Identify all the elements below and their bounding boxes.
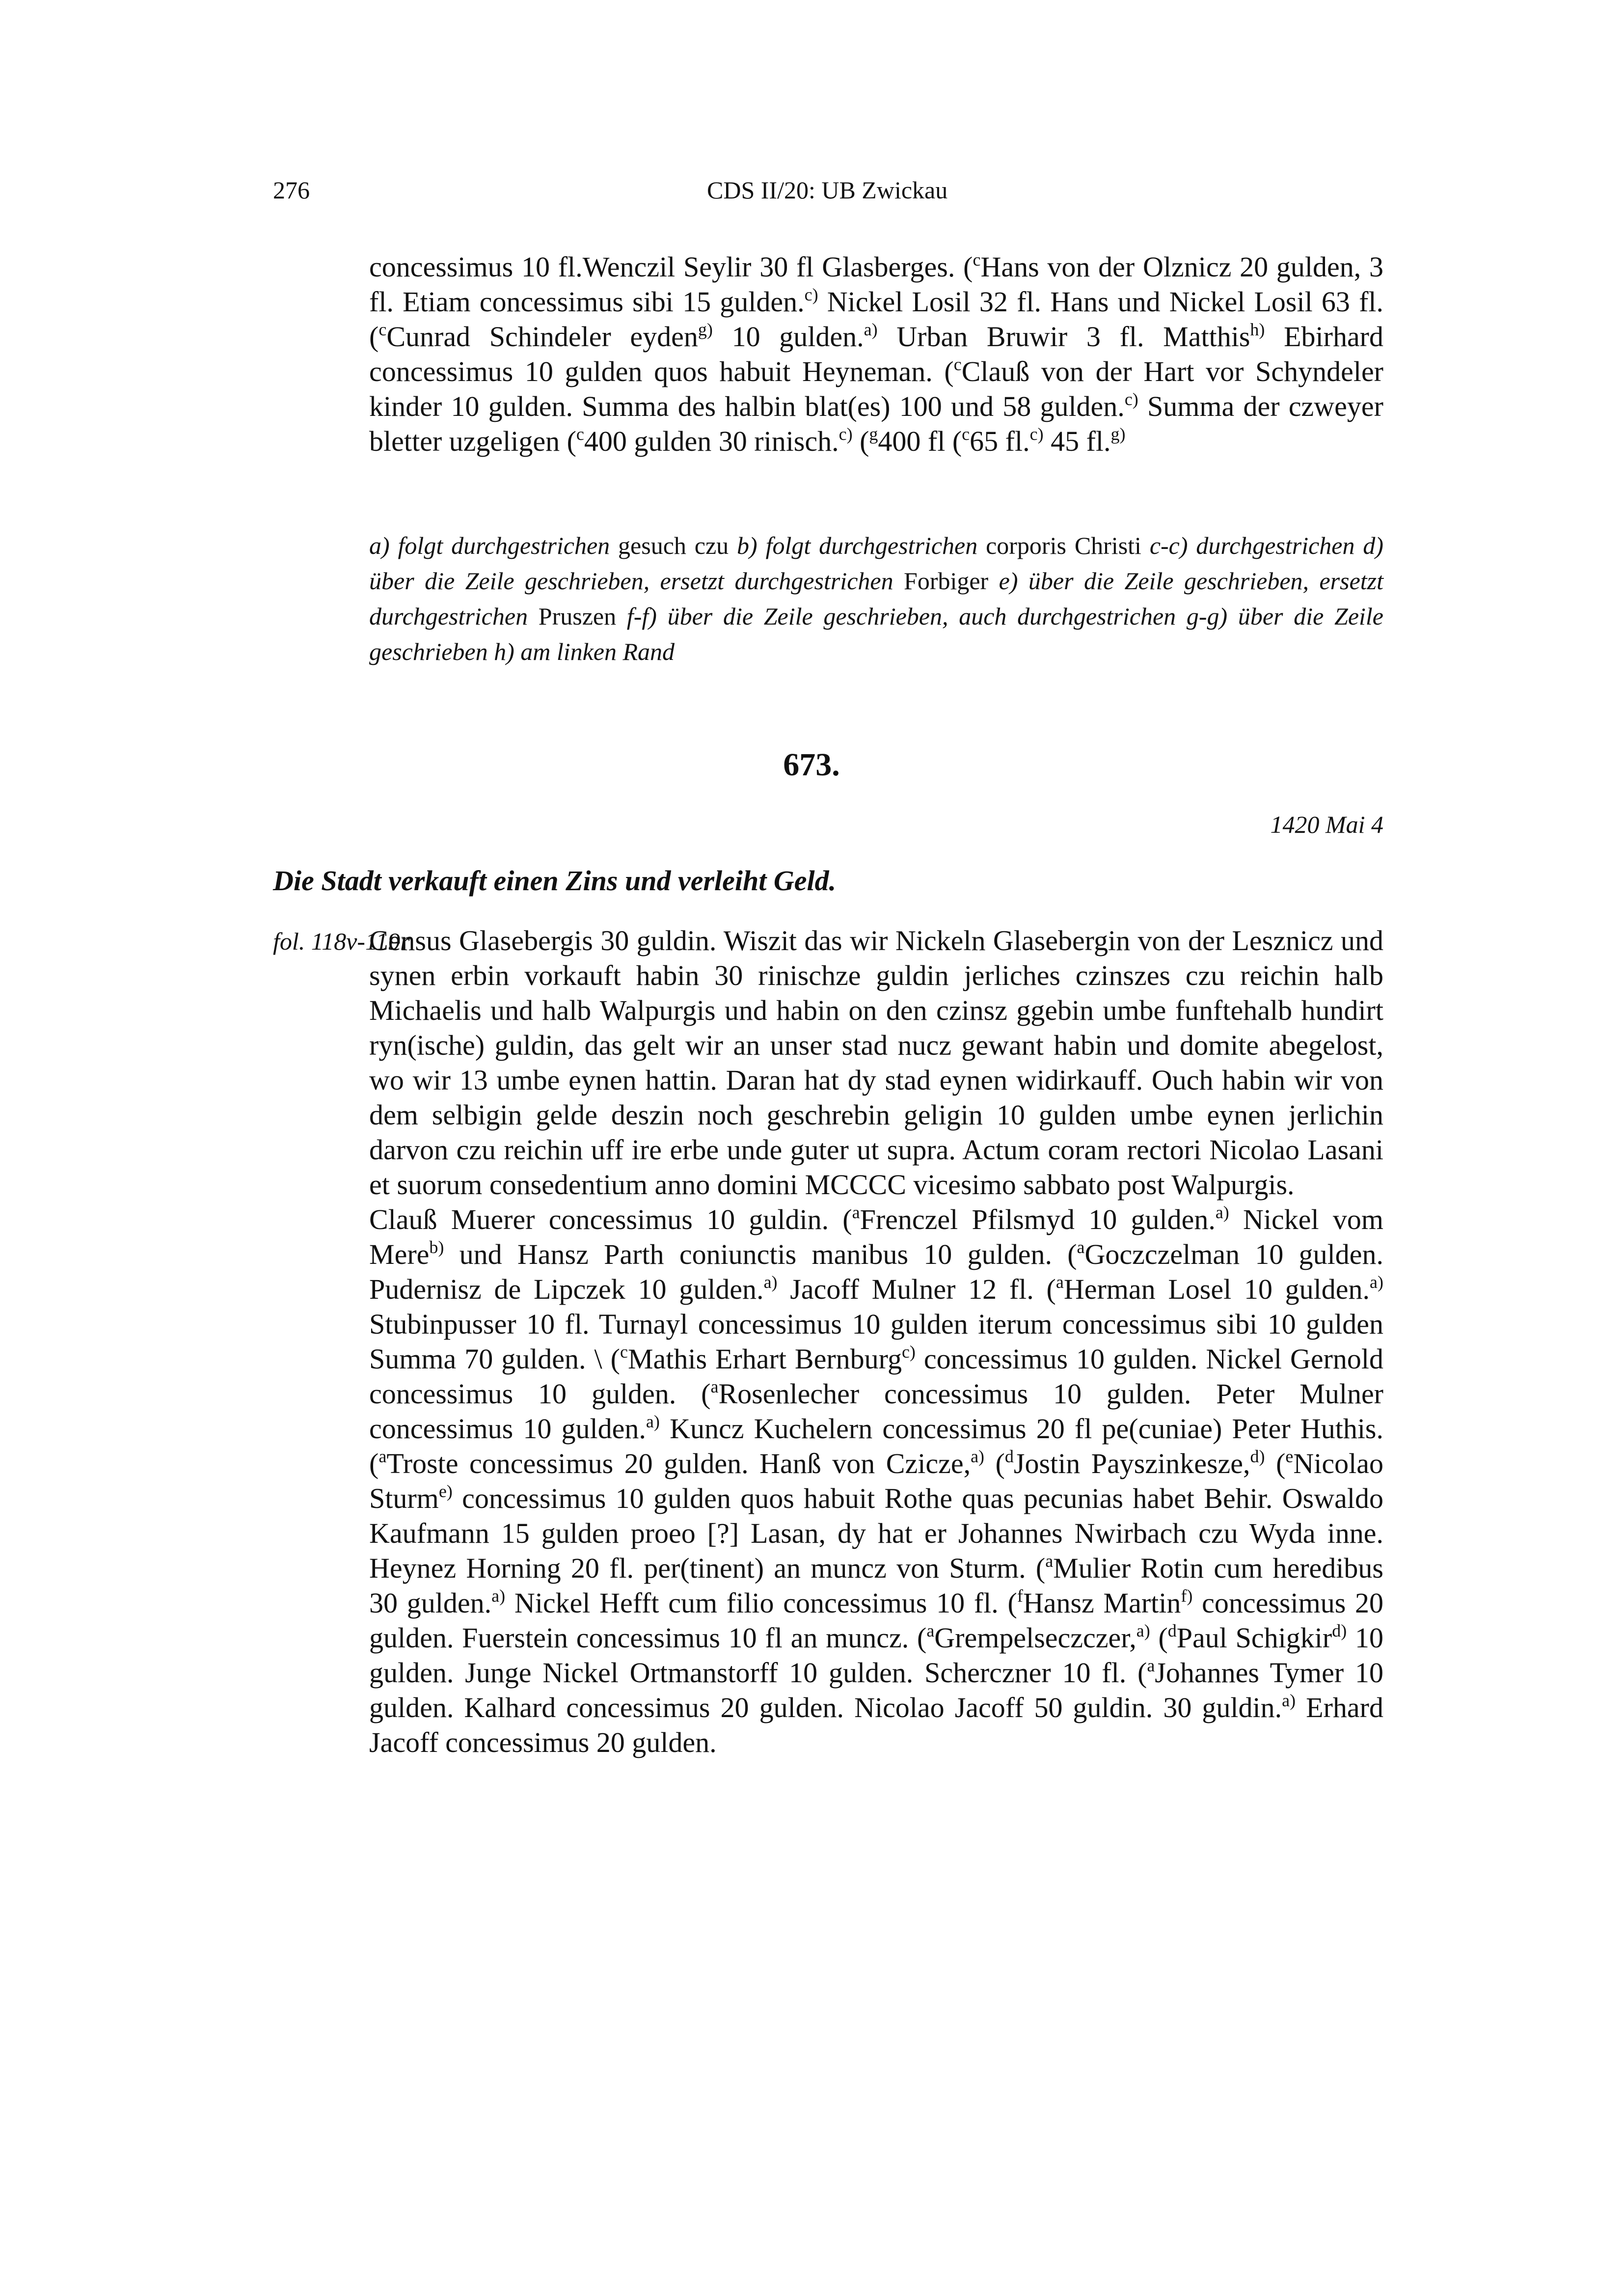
footnote-marker: d [1004,1447,1014,1466]
text-run: ( [1150,1622,1168,1654]
document-paragraph-2 [369,1202,1383,1760]
footnote-marker: a) [864,320,878,339]
footnote-marker: f) [1181,1586,1193,1606]
document-paragraph-1: Census Glasebergis 30 guldin. Wiszit das wir Nickeln Glasebergin von der Lesznicz und synen erbin vorkauft habin 30 rinischze guldin jerliches czinszes czu reichin halb Michaelis und halb Walpurgis und habin on den czinsz ggebin umbe funftehalb hundirt ryn(ische) guldin, das gelt wir an unser stad nucz gewant habin und domite abegelost, wo wir 13 umbe eynen hattin. Daran hat dy stad eynen widirkauff. Ouch habin wir von dem selbigin gelde deszin noch geschrebin geligin 10 gulden umbe eynen jerlichin darvon czu reichin uff ire erbe unde guter ut supra. Actum coram rectori Nicolao Lasani et suorum consedentium anno domini MCCCC vicesimo sabbato post Walpurgis. [369,925,1383,1201]
text-run: Mulier Rotin cum heredibus 30 gulden. [369,1552,1383,1619]
footnote-marker: a) [1136,1621,1150,1640]
page-number: 276 [273,176,310,204]
footnote-marker: a) [1215,1203,1229,1222]
text-run: ( [1265,1448,1286,1479]
text-run: gesuch czu [618,532,737,559]
note-label-italic: b) folgt durchgestrichen [737,532,986,559]
continuation-text [369,249,1383,459]
text-run: concessimus 10 gulden quos habuit Rothe quas pecunias habet Behir. Oswaldo Kaufmann 15 gulden proeo [?] Lasan, dy hat er Johannes Nwirbach czu Wyda inne. Heynez Horning 20 fl. per(tinent) an muncz von Sturm. ( [369,1482,1383,1584]
footnote-marker: d) [1250,1447,1265,1466]
text-run: corporis Christi [986,532,1150,559]
footnote-marker: a [926,1621,935,1640]
text-run: Johannes Tymer 10 gulden. Kalhard concessimus 20 gulden. Nicolao Jacoff 50 guldin. 30 guldin. [369,1657,1383,1723]
footnote-marker: h) [1250,320,1265,339]
text-run: 10 gulden. Junge Nickel Ortmanstorff 10 gulden. Scherczner 10 fl. ( [369,1622,1383,1689]
document-heading: Die Stadt verkauft einen Zins und verleiht Geld. [273,865,837,897]
text-run: concessimus 20 gulden. Fuerstein concessimus 10 fl an muncz. ( [369,1587,1384,1654]
footnote-marker: c) [804,285,818,304]
footnote-marker: a) [763,1272,778,1292]
footnote-marker: a [710,1377,719,1396]
text-run: Paul Schigkir [1176,1622,1332,1654]
text-run: Nickel Losil 32 fl. Hans und Nickel Losil 63 fl. ( [369,286,1383,353]
text-run: Summa der czweyer bletter uzgeligen ( [369,390,1383,457]
document-number: 673. [783,747,840,783]
text-run: Forbiger [904,567,999,595]
footnote-marker: g) [698,320,713,339]
footnote-marker: f [1017,1586,1023,1606]
footnote-marker: a) [1282,1691,1296,1710]
text-run: 10 gulden. [712,321,864,353]
footnote-marker: e) [438,1481,453,1501]
folio-reference: fol. 118v-119r [273,928,410,955]
text-run: Rosenlecher concessimus 10 gulden. Peter Mulner concessimus 10 gulden. [369,1378,1384,1445]
footnote-marker: a [1077,1237,1085,1257]
note-label-italic: a) folgt durchgestrichen [369,532,619,559]
footnote-marker: g [869,424,878,444]
text-run: Urban Bruwir 3 fl. Matthis [877,321,1250,353]
footnote-marker: c) [839,424,853,444]
text-run: Goczczelman 10 gulden. Pudernisz de Lipczek 10 gulden. [369,1238,1383,1305]
text-run: Erhard Jacoff concessimus 20 gulden. [369,1692,1383,1758]
footnote-marker: e [1285,1447,1294,1466]
text-run: Ebirhard concessimus 10 gulden quos habuit Heyneman. ( [369,321,1383,387]
text-run: Jostin Payszinkesze, [1013,1448,1250,1479]
footnote-marker: d) [1332,1621,1347,1640]
text-run: concessimus 10 fl.Wenczil Seylir 30 fl Glasberges. ( [369,251,973,283]
text-run: ( [984,1448,1005,1479]
text-run: Stubinpusser 10 fl. Turnayl concessimus 10 gulden iterum concessimus sibi 10 gulden Summa 70 gulden. \ ( [369,1308,1383,1375]
footnote-marker: b) [429,1237,444,1257]
footnote-marker: a) [646,1412,660,1431]
footnotes [369,528,1383,669]
text-run: 65 fl. [970,425,1030,457]
document-text [369,923,1383,1760]
footnote-marker: a [852,1203,860,1222]
note-label-italic: f-f) über die Zeile geschrieben, auch durchgestrichen g-g) über die Zeile geschrieben h) am linken Rand [369,602,1383,665]
text-run: ( [852,425,869,457]
text-run: Clauß Muerer concessimus 10 guldin. ( [369,1203,852,1235]
text-run: Troste concessimus 20 gulden. Hanß von Czicze, [386,1448,971,1479]
text-run: concessimus 10 gulden. Nickel Gernold concessimus 10 gulden. ( [369,1343,1384,1410]
text-run: Jacoff Mulner 12 fl. ( [777,1273,1056,1305]
text-run: Nickel vom Mere [369,1203,1383,1270]
text-run: 400 gulden 30 rinisch. [584,425,839,457]
text-run: 45 fl. [1043,425,1111,457]
footnote-marker: a [1147,1656,1155,1675]
text-run: Herman Losel 10 gulden. [1063,1273,1370,1305]
text-run: Frenczel Pfilsmyd 10 gulden. [860,1203,1216,1235]
text-run: Mathis Erhart Bernburg [627,1343,902,1375]
footnote-marker: a [1045,1551,1054,1571]
footnote-marker: a [379,1447,387,1466]
text-run: Hans von der Olznicz 20 gulden, 3 fl. Etiam concessimus sibi 15 gulden. [369,251,1383,318]
footnote-marker: a) [1370,1272,1383,1292]
text-run: Pruszen [538,602,627,630]
footnote-marker: c [962,424,970,444]
footnote-marker: c [953,355,962,374]
footnote-marker: g) [1110,424,1126,444]
footnote-marker: c [620,1342,628,1362]
text-run: Nickel Hefft cum filio concessimus 10 fl. ( [505,1587,1017,1619]
text-run: Clauß von der Hart vor Schyndeler kinder 10 gulden. Summa des halbin blat(es) 100 und 58 gulden. [369,355,1383,422]
footnote-marker: a) [491,1586,506,1606]
text-run: Kuncz Kuchelern concessimus 20 fl pe(cuniae) Peter Huthis. ( [369,1413,1384,1479]
note-label-italic: c-c) durchgestrichen d) über die Zeile geschrieben, ersetzt durchgestrichen [369,532,1383,595]
footnote-marker: c [973,250,981,270]
text-run: Grempelseczczer, [934,1622,1136,1654]
note-label-italic: e) über die Zeile geschrieben, ersetzt durchgestrichen [369,567,1384,630]
text-run: Cunrad Schindeler eyden [386,321,698,353]
footnote-marker: a [1055,1272,1064,1292]
footnote-marker: d [1167,1621,1177,1640]
footnote-marker: c [379,320,387,339]
text-run: und Hansz Parth coniunctis manibus 10 gulden. ( [444,1238,1077,1270]
footnote-marker: c) [901,1342,916,1362]
footnote-marker: c) [1124,389,1138,409]
text-run: Hansz Martin [1023,1587,1181,1619]
footnote-marker: c [576,424,584,444]
footnote-marker: a) [971,1447,985,1466]
footnote-marker: c) [1029,424,1044,444]
text-run: 400 fl ( [878,425,962,457]
running-title: CDS II/20: UB Zwickau [707,176,948,204]
text-run: Nicolao Sturm [369,1448,1383,1514]
document-date: 1420 Mai 4 [1270,811,1383,838]
